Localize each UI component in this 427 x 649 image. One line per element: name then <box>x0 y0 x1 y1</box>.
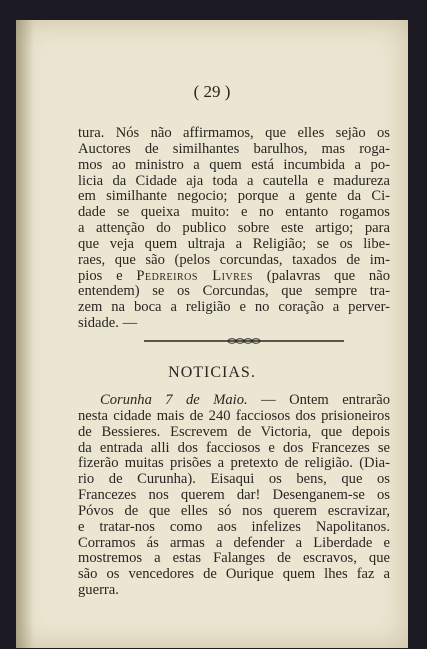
text-line: de Bessieres. Escrevem de Victoria, que depois <box>78 423 390 440</box>
text-line: em similhante negocio; porque a gente da Ci- <box>78 188 390 205</box>
text-line: Corramos ás armas a defender a Liberdade e <box>78 534 390 551</box>
text-line: entendem) se os Corcundas, que sempre tra- <box>78 283 390 300</box>
text-line: da entrada alli dos facciosos e dos Francezes se <box>78 439 390 456</box>
paragraph-2 <box>78 393 390 599</box>
paragraph-1 <box>78 126 390 332</box>
news-dateline: Corunha 7 de Maio. <box>100 392 248 408</box>
text-line: mos ao ministro a quem está incumbida a po- <box>78 156 390 173</box>
text-line: dade se queixa muito: e no entanto rogamos <box>78 204 390 221</box>
text-line: sidade. — <box>78 315 138 332</box>
text-fragment: pios e <box>78 267 137 284</box>
pedreiros-livres: Pedreiros Livres <box>136 267 253 284</box>
text-line: tura. Nós não affirmamos, que elles sejão os <box>78 125 390 141</box>
text-line: que veja quem ultraja a Religião; se os libe- <box>78 235 390 252</box>
text-line: fizerão muitas prisões a pretexto de religião. (Dia- <box>78 455 390 472</box>
text-line: e tratar-nos como aos infelizes Napolitanos. <box>78 518 390 535</box>
text-line: zem na boca a religião e no coração a perver- <box>78 299 390 316</box>
book-page <box>16 20 408 648</box>
text-line: Auctores de similhantes barulhos, mas roga- <box>78 140 390 157</box>
text-fragment: (palavras que não <box>253 267 390 284</box>
text-line: licia da Cidade aja toda a cautella e madureza <box>78 172 390 189</box>
text-line: raes, que são (pelos corcundas, taxados de im- <box>78 251 390 268</box>
page-gutter-shadow <box>16 20 34 648</box>
text-line: são os vencedores de Ourique quem lhes faz a <box>78 566 390 583</box>
text-line <box>78 269 390 285</box>
page-number: ( 29 ) <box>193 82 231 101</box>
text-line: mostremos a estas Falanges de escravos, que <box>78 550 390 567</box>
text-line <box>78 393 390 409</box>
text-fragment: — Ontem entrarão <box>247 392 390 408</box>
section-heading: NOTICIAS. <box>168 364 256 381</box>
text-line: Póvos de que elles só nos querem escravizar, <box>78 502 390 519</box>
text-line: guerra. <box>78 582 119 599</box>
text-line: a attenção do publico sobre este artigo; para <box>78 220 390 237</box>
text-line: Francezes nos querem dar! Desenganem-se os <box>78 487 390 504</box>
text-line: nesta cidade mais de 240 facciosos dos prisioneiros <box>78 407 390 424</box>
text-line: rio de Curunha). Eisaqui os bens, que os <box>78 471 390 488</box>
ornamental-rule <box>144 338 344 344</box>
